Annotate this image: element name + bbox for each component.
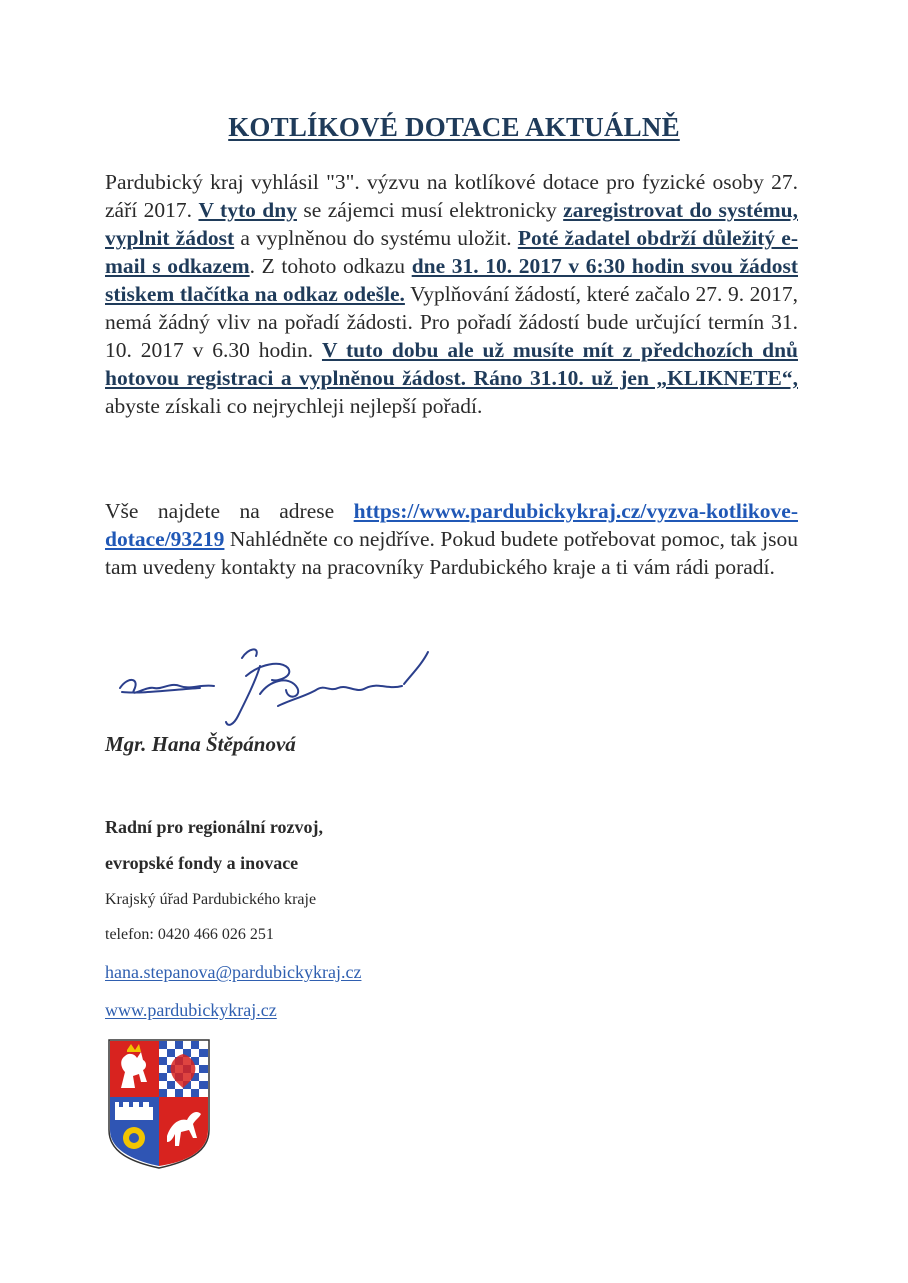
text-segment: se zájemci musí elektronicky bbox=[296, 198, 564, 222]
text-segment: a vyplněnou do systému uložit. bbox=[234, 226, 518, 250]
text-segment: Nahlédněte co nejdříve. Pokud budete potřebovat pomoc, tak jsou tam uvedeny kontakty na pracovníky Pardubického kraje a ti vám rádi poradí. bbox=[105, 527, 798, 579]
program-link[interactable]: https://www.pardubickykraj.cz/vyzva-kotlikove-dotace/93219 bbox=[105, 499, 798, 551]
website-link[interactable]: www.pardubickykraj.cz bbox=[105, 1000, 277, 1020]
body-paragraph-1 bbox=[105, 168, 798, 420]
signature-icon bbox=[110, 636, 440, 736]
body-paragraph-2 bbox=[105, 497, 798, 581]
office-name: Krajský úřad Pardubického kraje bbox=[105, 891, 317, 908]
signer-role-line2: evropské fondy a inovace bbox=[105, 853, 299, 873]
phone-number: telefon: 0420 466 026 251 bbox=[105, 926, 274, 943]
text-segment: abyste získali co nejrychleji nejlepší pořadí. bbox=[105, 394, 483, 418]
emphasis-segment: dne 31. 10. 2017 v 6:30 hodin svou žádost stiskem tlačítka na odkaz odešle. bbox=[105, 254, 798, 306]
signer-name: Mgr. Hana Štěpánová bbox=[105, 732, 296, 756]
crest-icon bbox=[107, 1038, 211, 1170]
email-link[interactable]: hana.stepanova@pardubickykraj.cz bbox=[105, 962, 362, 982]
emphasis-segment: V tuto dobu ale už musíte mít z předchozích dnů hotovou registraci a vyplněnou žádost. Ráno 31.10. už jen „KLIKNETE“, bbox=[105, 338, 798, 390]
text-segment: Pardubický kraj vyhlásil "3". výzvu na kotlíkové dotace pro fyzické osoby 27. září 2017. bbox=[105, 170, 798, 222]
emphasis-segment: zaregistrovat do systému, vyplnit žádost bbox=[105, 198, 798, 250]
text-segment: Vyplňování žádostí, které začalo 27. 9. 2017, nemá žádný vliv na pořadí žádosti. Pro pořadí žádostí bude určující termín 31. 10. 2017 v 6.30 hodin. bbox=[105, 282, 798, 362]
emphasis-segment: Poté žadatel obdrží důležitý e-mail s odkazem bbox=[105, 226, 798, 278]
text-segment: . Z tohoto odkazu bbox=[249, 254, 412, 278]
emphasis-segment: V tyto dny bbox=[198, 198, 297, 222]
signer-role-line1: Radní pro regionální rozvoj, bbox=[105, 817, 324, 837]
text-segment: Vše najdete na adrese bbox=[105, 499, 354, 523]
document-title: KOTLÍKOVÉ DOTACE AKTUÁLNĚ bbox=[228, 112, 680, 142]
